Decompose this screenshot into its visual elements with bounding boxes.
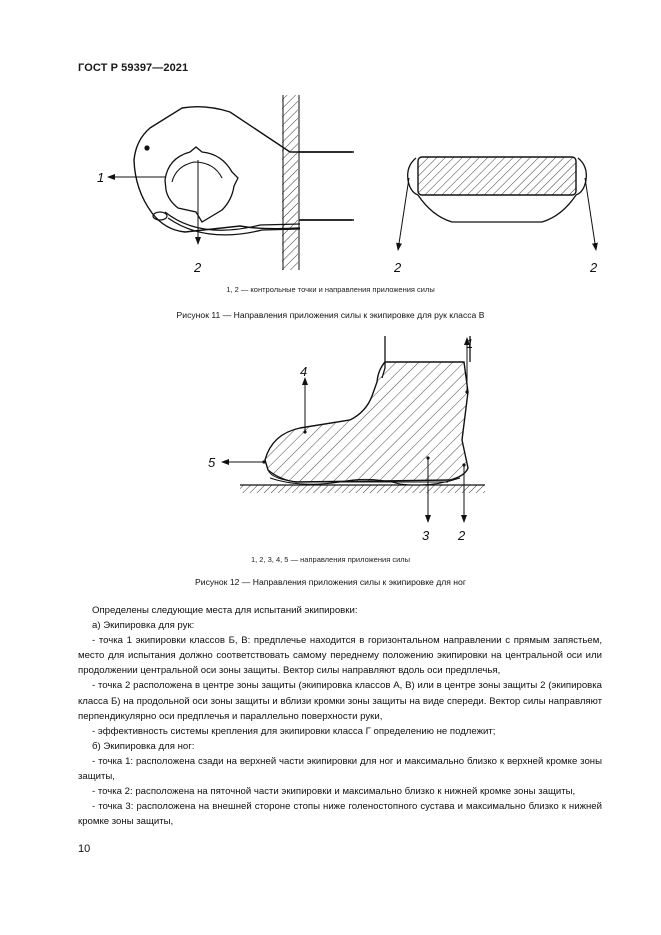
figure-11	[0, 90, 661, 285]
label-4: 4	[300, 364, 308, 379]
ground-hatch	[240, 485, 485, 493]
wall-hatch	[282, 95, 298, 270]
standard-code: ГОСТ Р 59397—2021	[78, 62, 189, 74]
label-2: 2	[458, 528, 466, 543]
figure-12-caption: Рисунок 12 — Направления приложения силы к экипировке для ног	[195, 577, 466, 587]
label-2-left: 2	[194, 260, 202, 275]
paragraph: - точка 2: расположена на пяточной части экипировки и максимально близко к нижней кромке зоны защиты,	[92, 786, 576, 798]
paragraph: б) Экипировка для ног:	[92, 740, 195, 752]
figure-12	[0, 330, 661, 545]
label-3: 3	[422, 528, 430, 543]
label-2-mid: 2	[394, 260, 402, 275]
paragraph: - точка 2 расположена в центре зоны защиты (экипировка классов А, В) или в центре зоны защиты 2 (экипировка класса Б) на продольной оси зоны защиты и вблизи кромки зоны защиты на виде спереди. Вектор силы направляют перпендикулярно оси предплечья и параллельно поверхности руки,	[78, 680, 602, 722]
figure-11-caption: Рисунок 11 — Направления приложения силы к экипировке для рук класса В	[176, 310, 485, 320]
paragraph: - точка 1 экипировки классов Б, В: предплечье находится в горизонтальном направлении с прямым запястьем, место для испытания должно соответствовать самому переднему положению экипировки на центральной оси или продолжении центральной оси зоны защиты. Вектор силы направляют вдоль оси предплечья,	[78, 635, 602, 677]
page-number: 10	[78, 843, 91, 855]
boot-shape	[265, 362, 468, 482]
paragraph: Определены следующие места для испытаний экипировки:	[92, 605, 358, 616]
body-text	[78, 603, 602, 829]
section-hatch	[418, 157, 576, 195]
figure-12-drawing	[0, 330, 661, 545]
paragraph: - эффективность системы крепления для экипировки класса Г определению не подлежит;	[92, 725, 496, 737]
label-2-right: 2	[590, 260, 598, 275]
figure-11-drawing	[0, 90, 661, 285]
label-1: 1	[466, 336, 474, 351]
label-1: 1	[97, 170, 105, 185]
figure-11-note: 1, 2 — контрольные точки и направления приложения силы	[226, 285, 435, 294]
wrist-protector	[165, 147, 238, 222]
paragraph: а) Экипировка для рук:	[92, 620, 195, 632]
paragraph: - точка 1: расположена сзади на верхней части экипировки для ног и максимально близко к верхней кромке зоны защиты,	[78, 755, 602, 783]
figure-12-note: 1, 2, 3, 4, 5 — направления приложения силы	[250, 555, 411, 564]
label-5: 5	[208, 455, 216, 470]
paragraph: - точка 3: расположена на внешней стороне стопы ниже голеностопного сустава и максимально близко к нижней кромке зоны защиты,	[78, 801, 602, 828]
